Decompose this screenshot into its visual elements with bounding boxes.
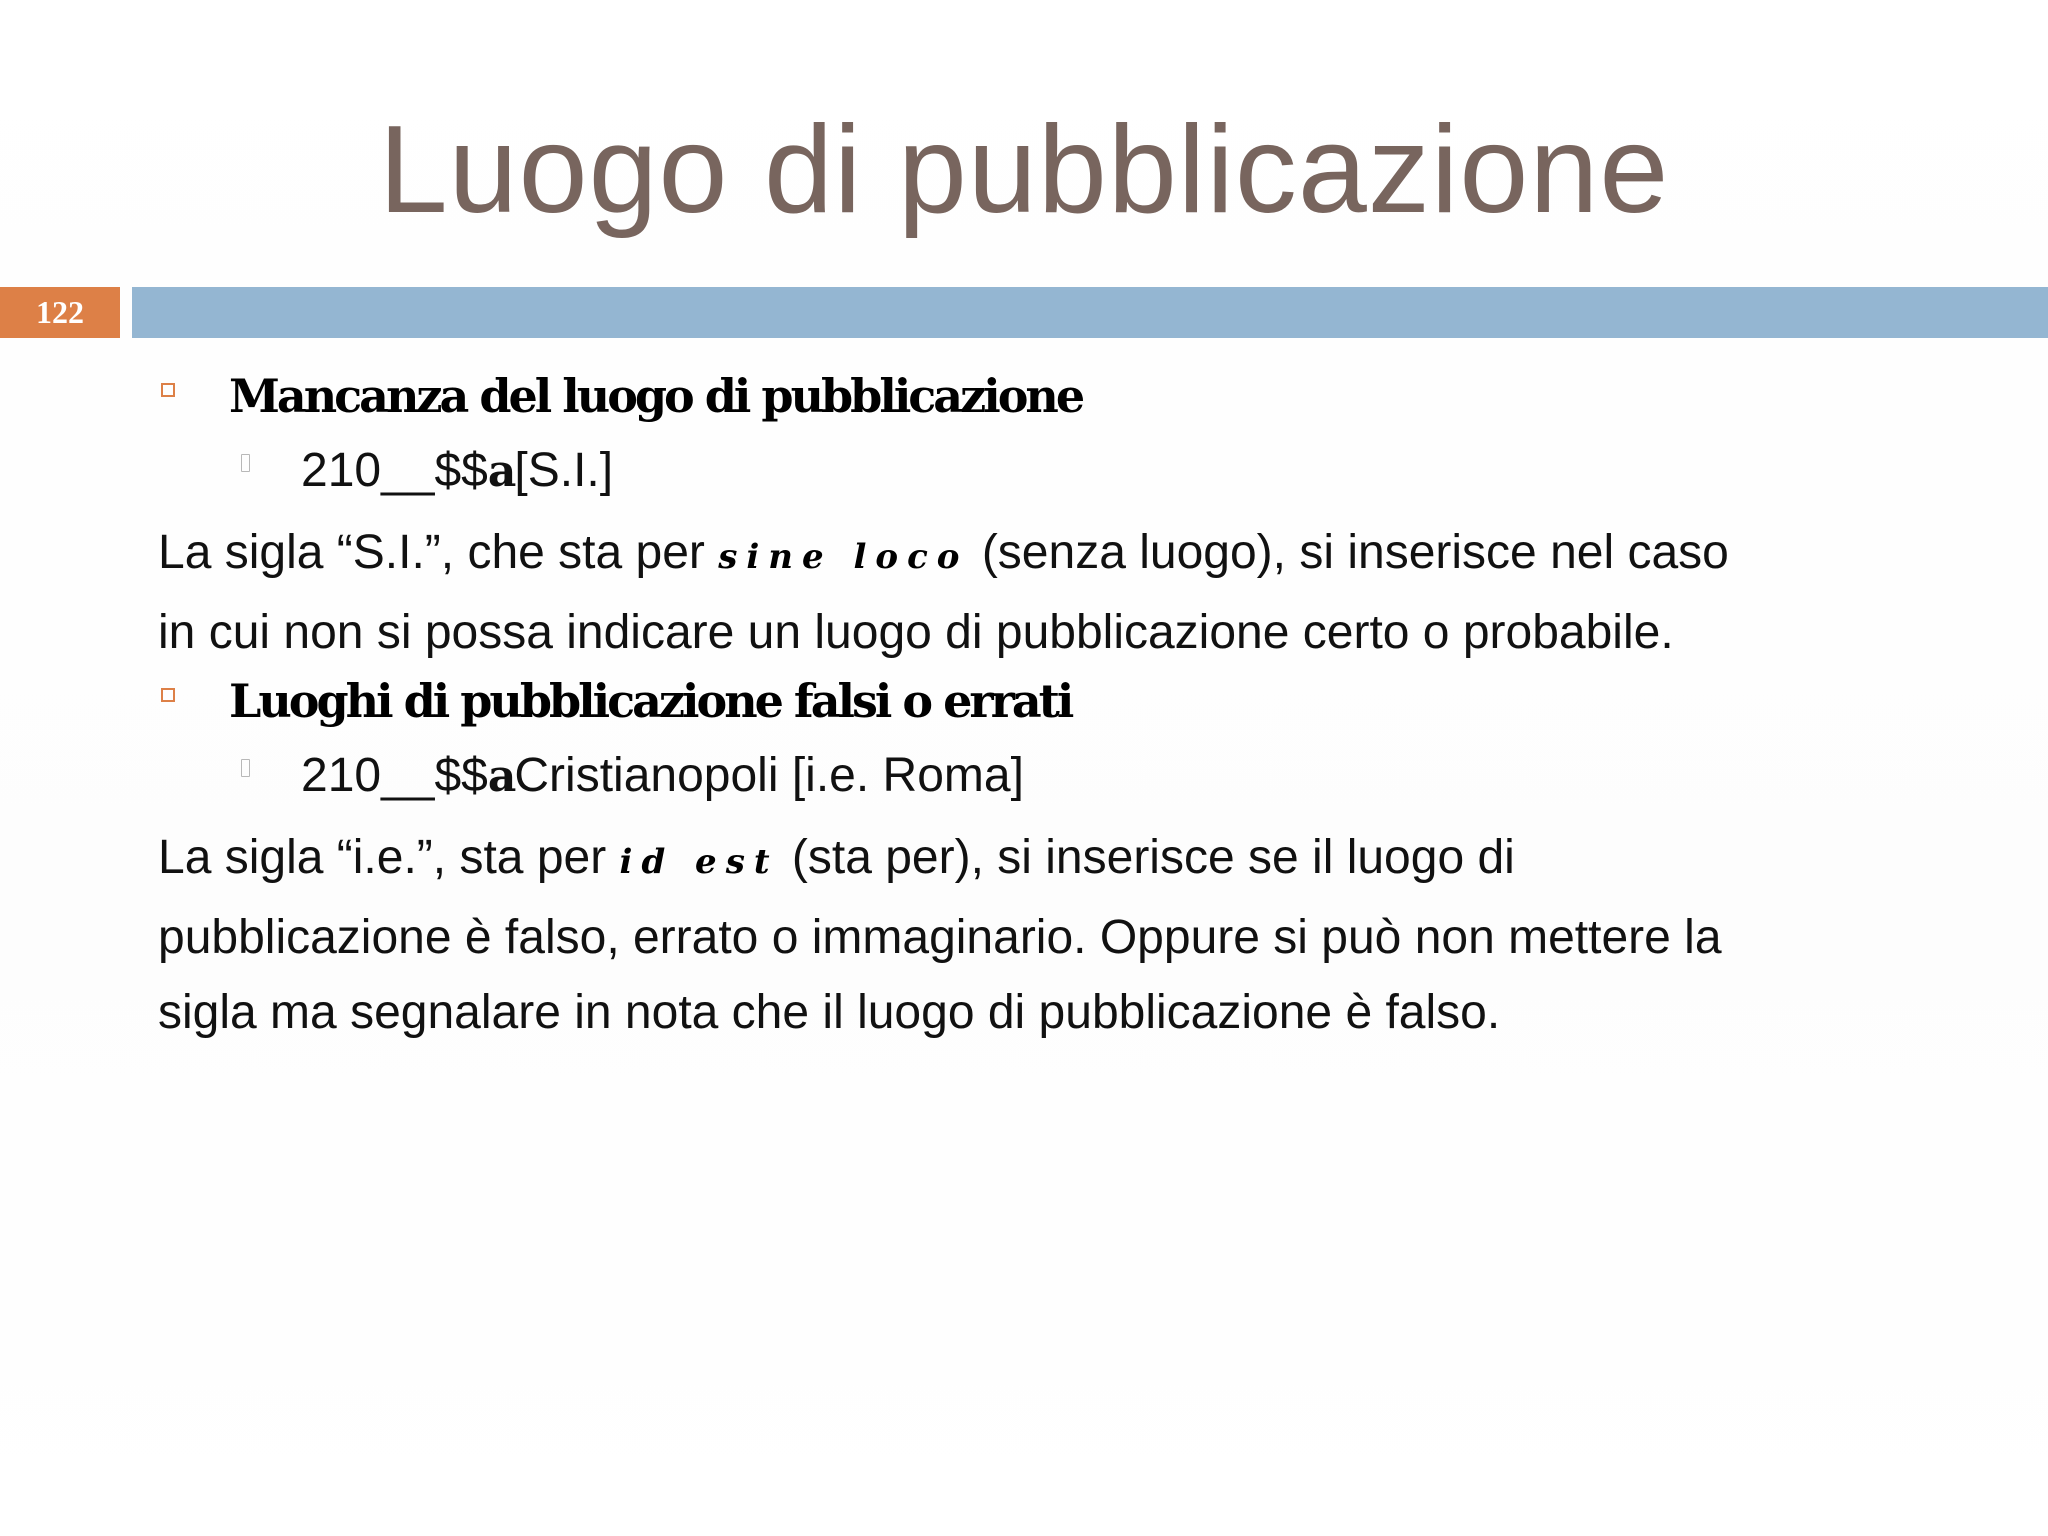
latin-term: id est [619, 842, 779, 882]
bullet-heading: Mancanza del luogo di pubblicazione [229, 369, 1083, 423]
marc-example [301, 745, 1024, 808]
latin-term: sine loco [718, 537, 969, 577]
bullet-heading: Luoghi di pubblicazione falsi o errati [229, 674, 1072, 728]
marc-field-value: Cristianopoli [i.e. Roma] [514, 749, 1024, 802]
square-bullet-icon [161, 688, 175, 702]
sub-bullet-item [158, 745, 1738, 820]
bullet-item [158, 365, 1738, 440]
bullet-item [158, 670, 1738, 745]
marc-field-prefix: 210__$$ [301, 444, 488, 497]
sub-bullet-item [158, 440, 1738, 515]
marc-subfield-code: a [487, 446, 515, 497]
page-number-badge: 122 [0, 287, 120, 338]
paragraph-text-start: La sigla “S.I.”, che sta per [158, 526, 719, 579]
sub-bullet-icon [241, 454, 250, 472]
slide-title: Luogo di pubblicazione [378, 101, 1670, 239]
marc-subfield-code: a [487, 751, 515, 802]
paragraph-text-end: (sta per), si inserisce se il luogo di pubblicazione è falso, errato o immaginario. Oppure si può non mettere la sigla ma segnalare in nota che il luogo di pubblicazione è falso. [158, 831, 1722, 1039]
header-divider-bar [132, 287, 2048, 338]
explanation-paragraph [158, 820, 1738, 1050]
square-bullet-icon [161, 383, 175, 397]
sub-bullet-icon [241, 759, 250, 777]
paragraph-text-end: (senza luogo), si inserisce nel caso in cui non si possa indicare un luogo di pubblicazione certo o probabile. [158, 526, 1729, 659]
marc-field-prefix: 210__$$ [301, 749, 488, 802]
marc-example [301, 440, 613, 503]
marc-field-value: [S.I.] [514, 444, 614, 497]
explanation-paragraph [158, 515, 1738, 670]
slide-content [158, 365, 1738, 1050]
paragraph-text-start: La sigla “i.e.”, sta per [158, 831, 620, 884]
